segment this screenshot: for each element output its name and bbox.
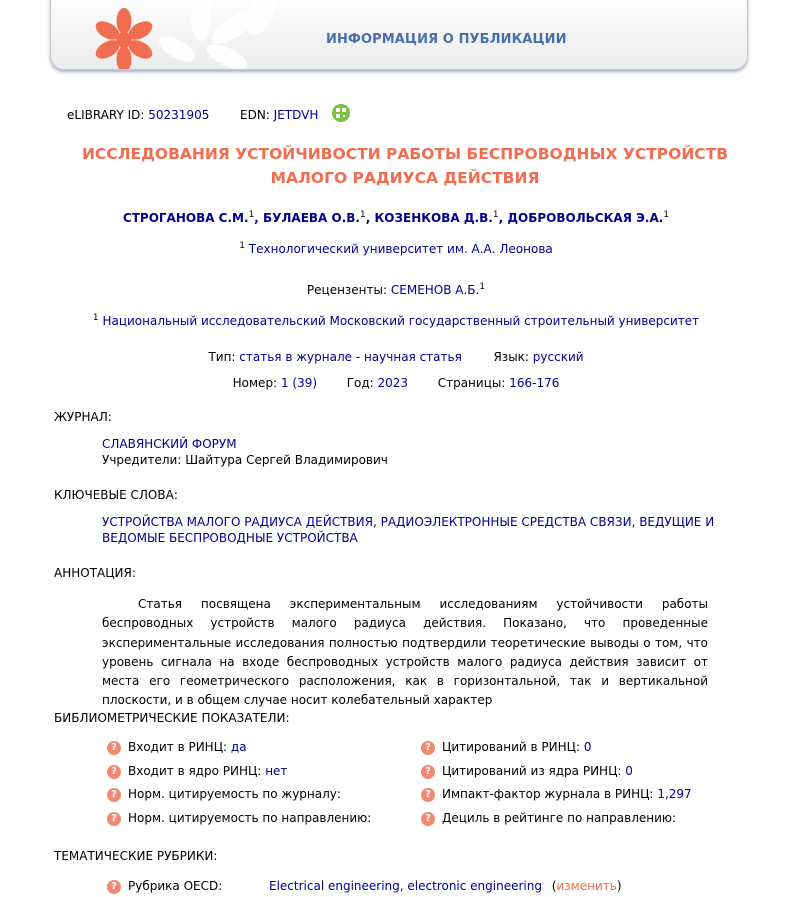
affiliation-link[interactable]: Технологический университет им. А.А. Леонова [248, 242, 553, 256]
elibrary-id-label: eLIBRARY ID: [67, 108, 145, 122]
question-circle-icon[interactable]: ? [421, 788, 435, 802]
page-header-title: ИНФОРМАЦИЯ О ПУБЛИКАЦИИ [326, 32, 567, 47]
metric-label: Входит в ядро РИНЦ: [128, 764, 262, 778]
metric-value: 0 [583, 740, 592, 754]
change-rubric-link[interactable]: изменить [556, 879, 617, 893]
metric-label: Норм. цитируемость по направлению: [128, 811, 372, 825]
title-line-1: ИССЛЕДОВАНИЯ УСТОЙЧИВОСТИ РАБОТЫ БЕСПРОВОДНЫХ УСТРОЙСТВ [81, 145, 729, 163]
header-banner [50, 0, 748, 70]
metric-norm-journal [107, 787, 341, 802]
year-value: 2023 [377, 376, 409, 390]
reviewer-affiliation-sup: 1 [92, 313, 99, 323]
author-affiliation [0, 242, 792, 256]
author-link[interactable]: КОЗЕНКОВА Д.В. [374, 211, 493, 225]
biblio-section-label: БИБЛИОМЕТРИЧЕСКИЕ ПОКАЗАТЕЛИ: [54, 711, 290, 725]
qr-button[interactable] [332, 104, 350, 122]
keywords-line-2 [102, 531, 358, 545]
edn-label: EDN: [240, 108, 270, 122]
edn-link[interactable]: JETDVH [273, 108, 319, 122]
metric-label: Дециль в рейтинге по направлению: [442, 811, 677, 825]
elibrary-id-row [67, 108, 209, 122]
rubrics-section-label: ТЕМАТИЧЕСКИЕ РУБРИКИ: [54, 849, 218, 863]
question-circle-icon[interactable]: ? [107, 741, 121, 755]
authors-list: СТРОГАНОВА С.М.$^1$, БУЛАЕВА О.В.$^1$, КОЗЕНКОВА Д.В.$^1$, ДОБРОВОЛЬСКАЯ Э.А.$^1$ [122, 210, 670, 225]
metric-value: 1,297 [657, 787, 692, 801]
keyword-link[interactable]: УСТРОЙСТВА МАЛОГО РАДИУСА ДЕЙСТВИЯ [102, 515, 373, 529]
keywords-section-label: КЛЮЧЕВЫЕ СЛОВА: [54, 488, 178, 502]
founders-label: Учредители: [102, 453, 182, 467]
metric-label: Норм. цитируемость по журналу: [128, 787, 341, 801]
issue-link[interactable]: 1 (39) [280, 376, 318, 390]
metric-value: да [230, 740, 247, 754]
metric-impact-factor [421, 787, 692, 802]
metric-label: Импакт-фактор журнала в РИНЦ: [442, 787, 654, 801]
elibrary-id-value: 50231905 [148, 108, 210, 122]
rubric-oecd-value-row: Electrical engineering, electronic engineering (изменить) [269, 879, 622, 893]
affiliation-sup: 1 [239, 241, 245, 251]
founders-value: Шайтура Сергей Владимирович [185, 453, 388, 467]
qr-code-icon [332, 104, 350, 122]
question-circle-icon[interactable]: ? [107, 812, 121, 826]
issue-label: Номер: [232, 376, 278, 390]
type-value: статья в журнале - научная статья [239, 350, 462, 364]
rubric-oecd-label: Рубрика OECD: [128, 879, 223, 893]
title-line-2: МАЛОГО РАДИУСА ДЕЙСТВИЯ [270, 169, 540, 187]
metric-label: Цитирований в РИНЦ: [442, 740, 581, 754]
pages-value: 166-176 [509, 376, 560, 390]
reviewers-row [0, 283, 792, 297]
author-sup: 1 [663, 210, 670, 220]
metric-decile [421, 811, 676, 826]
metric-citations-core [421, 764, 633, 779]
question-circle-icon[interactable]: ? [107, 788, 121, 802]
metric-norm-direction [107, 811, 371, 826]
type-label: Тип: [208, 350, 236, 364]
question-circle-icon[interactable]: ? [107, 765, 121, 779]
author-link[interactable]: СТРОГАНОВА С.М. [122, 211, 249, 225]
type-language-row [0, 350, 792, 364]
journal-founders-row [102, 453, 388, 467]
journal-section-label: ЖУРНАЛ: [54, 410, 112, 424]
author-sup: 1 [248, 210, 255, 220]
language-value: русский [532, 350, 584, 364]
author-sup: 1 [359, 210, 366, 220]
question-circle-icon[interactable]: ? [421, 765, 435, 779]
reviewers-label: Рецензенты: [306, 283, 388, 297]
keyword-link[interactable]: ВЕДУЩИЕ И [639, 515, 715, 529]
metric-value: нет [265, 764, 288, 778]
journal-link[interactable]: СЛАВЯНСКИЙ ФОРУМ [102, 437, 237, 451]
reviewer-affiliation [0, 314, 792, 328]
keyword-link[interactable]: РАДИОЭЛЕКТРОННЫЕ СРЕДСТВА СВЯЗИ [380, 515, 632, 529]
rubric-oecd-link[interactable]: Electrical engineering, electronic engineering [269, 879, 542, 893]
rubric-oecd-row [107, 879, 222, 894]
author-sup: 1 [492, 210, 499, 220]
metric-citations-rinc [421, 740, 592, 755]
metric-value: 0 [625, 764, 633, 778]
author-link[interactable]: БУЛАЕВА О.В. [263, 211, 360, 225]
pages-label: Страницы: [437, 376, 506, 390]
question-circle-icon[interactable]: ? [421, 741, 435, 755]
metric-rinc [107, 740, 247, 755]
author-link[interactable]: ДОБРОВОЛЬСКАЯ Э.А. [507, 211, 664, 225]
keyword-link[interactable]: ВЕДОМЫЕ БЕСПРОВОДНЫЕ УСТРОЙСТВА [102, 531, 358, 545]
publication-title [0, 142, 792, 190]
keywords-line-1: УСТРОЙСТВА МАЛОГО РАДИУСА ДЕЙСТВИЯ, РАДИОЭЛЕКТРОННЫЕ СРЕДСТВА СВЯЗИ, ВЕДУЩИЕ И [102, 515, 715, 529]
issue-year-pages-row [0, 376, 792, 390]
question-circle-icon[interactable]: ? [107, 880, 121, 894]
abstract-section-label: АННОТАЦИЯ: [54, 566, 136, 580]
metric-label: Входит в РИНЦ: [128, 740, 228, 754]
reviewer-link[interactable]: СЕМЕНОВ А.Б. [390, 283, 480, 297]
question-circle-icon[interactable]: ? [421, 812, 435, 826]
reviewer-sup: 1 [479, 282, 486, 292]
metric-rinc-core [107, 764, 287, 779]
journal-name-row [102, 437, 237, 451]
abstract-text: Статья посвящена экспериментальным исследованиям устойчивости работы беспроводных устройств малого радиуса действия. Показано, что проведенные экспериментальные исследования полностью подтвердили теоретические выводы о том, что уровень сигнала на входе беспроводных устройств малого радиуса действия зависит от места его геометрического расположения, как в горизонтальной, так и вертикальной плоскости, и в общем случае носит колебательный характер [102, 597, 708, 708]
metric-label: Цитирований из ядра РИНЦ: [442, 764, 622, 778]
year-label: Год: [346, 376, 374, 390]
reviewer-affiliation-link[interactable]: Национальный исследовательский Московский государственный строительный университет [102, 314, 700, 328]
edn-row [240, 108, 318, 122]
language-label: Язык: [493, 350, 529, 364]
